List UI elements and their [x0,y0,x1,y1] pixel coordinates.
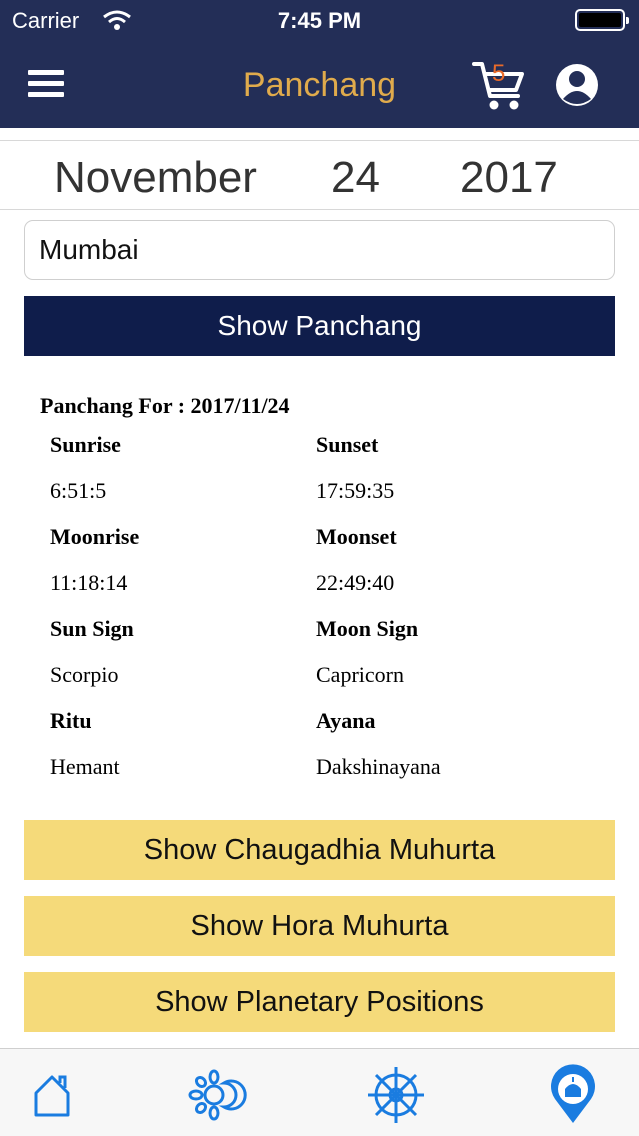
tab-bar [0,1048,639,1136]
sunrise-value: 6:51:5 [50,478,107,503]
carrier-label: Carrier [12,8,80,33]
city-input[interactable] [24,220,615,280]
ayana-label: Ayana [316,708,376,733]
tab-wheel[interactable] [364,1063,428,1127]
user-icon [554,62,600,108]
ayana-value: Dakshinayana [316,754,441,779]
page-title: Panchang [242,66,397,104]
sun-sign-label: Sun Sign [50,616,134,641]
hora-muhurta-button[interactable]: Show Hora Muhurta [24,896,615,956]
sun-sign-value: Scorpio [50,662,119,687]
ritu-value: Hemant [50,754,120,779]
panchang-heading: Panchang For : 2017/11/24 [40,393,290,418]
temple-location-icon [541,1063,605,1127]
date-day[interactable]: 24 [331,153,380,202]
cart-button[interactable] [470,58,528,114]
profile-button[interactable] [554,62,600,108]
moon-sign-label: Moon Sign [316,616,419,641]
tab-home[interactable] [20,1063,84,1127]
moonrise-value: 11:18:14 [50,570,128,595]
moonset-label: Moonset [316,524,397,549]
home-icon [20,1063,84,1127]
status-bar [0,0,639,40]
moonrise-label: Moonrise [50,524,140,549]
cart-badge: 5 [492,60,506,87]
moon-sign-value: Capricorn [316,662,404,687]
battery-icon [575,9,625,31]
tab-temple-location[interactable] [541,1063,605,1127]
status-time: 7:45 PM [277,8,362,33]
show-panchang-button[interactable]: Show Panchang [24,296,615,356]
app-header [0,0,639,128]
date-picker[interactable] [0,140,639,210]
date-month[interactable]: November [54,153,257,202]
wheel-icon [364,1063,428,1127]
sunset-value: 17:59:35 [316,478,395,503]
sun-moon-icon [186,1063,250,1127]
date-year[interactable]: 2017 [460,153,558,202]
planetary-positions-button[interactable]: Show Planetary Positions [24,972,615,1032]
sunrise-label: Sunrise [50,432,121,457]
tab-sun-moon[interactable] [186,1063,250,1127]
ritu-label: Ritu [50,708,92,733]
chaugadhia-muhurta-button[interactable]: Show Chaugadhia Muhurta [24,820,615,880]
moonset-value: 22:49:40 [316,570,395,595]
sunset-label: Sunset [316,432,379,457]
